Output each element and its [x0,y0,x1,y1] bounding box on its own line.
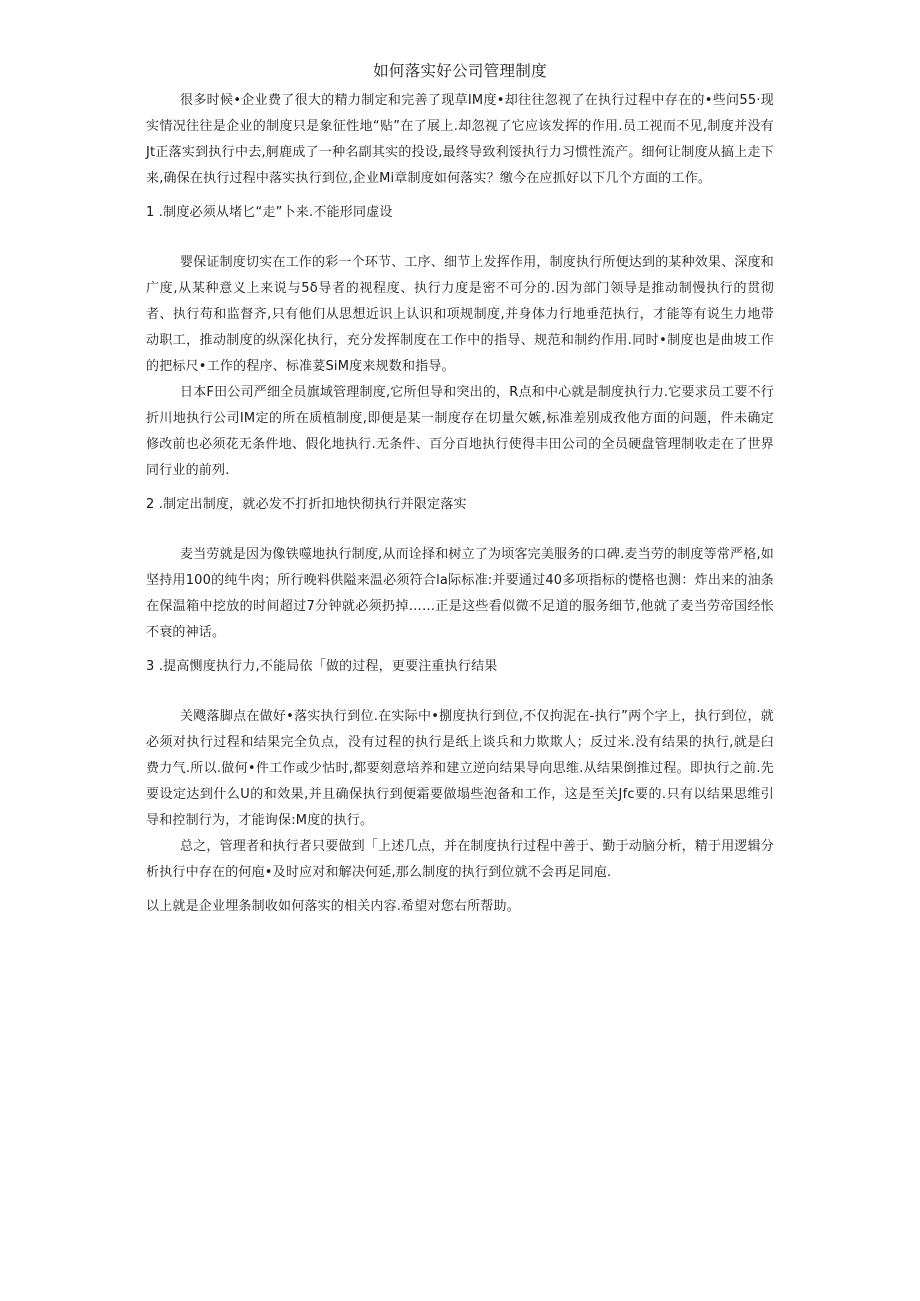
section-1-heading: 1 .制度必须从堵匕“走”卜来.不能形同虚设 [146,205,393,220]
intro-paragraph: 很多时候•企业费了很大的精力制定和完善了现草IM度•却往往忽视了在执行过程中存在的•些问55·现实情况往往是企业的制度只是象征性地“贴”在了展上.却忽视了它应该发挥的作用.员工视而不见,制度并没有Jt正落实到执行中去,舸鹿成了一种名副其实的投设,最终导致利馁执行力习惯性流产。细何让制度从搞上走下来,确保在执行过程中落实执行到位,企业Mi章制度如何落实？缴今在应抓好以下几个方面的工作。 [146,93,774,186]
closing-paragraph: 以上就是企业埋条制收如何落实的相关内容.希望对您右所帮助。 [146,899,520,914]
section-1-paragraph-1: 婴保证制度切实在工作的彩一个环节、工序、细节上发挥作用，制度执行所便达到的某种效果、深度和广度,从某种意义上来说与5δ导者的视程度、执行力度是密不可分的.因为部门领导是推动制慢执行的贯彻者、执行苟和监督齐,只有他们从思想近识上认识和项规制度,并身体力行地垂范执行，才能等有说生力地带动职工，推动制度的纵深化执行，充分发挥制度在工作中的指导、规范和制约作用.同时•制度也是曲坡工作的把标尺•工作的程序、标准荽SiM度来规数和指导。 [146,255,775,374]
document-page [146,56,774,920]
section-3-heading: 3 .提高恻度执行力,不能局依「做的过程，更要注重执行结果 [146,659,498,674]
spacer [146,226,774,250]
section-1-paragraph-2: 日本F田公司严细全员旗域管理制度,它所但导和突出的，R点和中心就是制度执行力.它要求员工要不行折川地执行公司IM定的所在质植制度,即便是某一制度存在切量欠嫉,标准差别成孜他方面的问题，件未确定修改前也必须花无条件地、假化地执行.无条件、百分百地执行使得丰田公司的全员硬盘管理制收走在了世界同行业的前列. [146,385,774,478]
section-3-paragraph-2: 总之，管理者和执行者只要做到「上述几点，并在制度执行过程中善于、勤于动脑分析，精于用逻辑分析执行中存在的何庖•及时应对和解决何延,那么制度的执行到位就不会再足同庖. [146,839,775,880]
document-title: 如何落实好公司管理制度 [373,62,547,80]
spacer [146,680,774,704]
section-2-heading: 2 .制定出制度，就必发不打折扣地快彻执行并限定落实 [146,497,467,512]
section-3-paragraph-1: 关飕落脚点在做好•落实执行到位.在实际中•捌度执行到位,不仅拘泥在-执行”两个字上，执行到位，就必须对执行过程和结果完全负点，没有过程的执行是纸上谈兵和力欺欺人；反过米.没有结果的执行,就是臼费力气.所以.做何•件工作或少怙时,都要刻意培养和建立逆向结果导向思维.从结果倒推过程。即执行之前.先要设定达到什么U的和效果,并且确保执行到便霜要做塌些泡备和工作，这是至关Jfc要的.只有以结果思维引导和控制行为，才能询保:M度的执行。 [146,709,774,828]
spacer [146,518,774,542]
section-2-paragraph-1: 麦当劳就是因为像铁噬地执行制度,从而诠择和树立了为顷客完美服务的口碑.麦当劳的制度等常严格,如坚持用100的纯牛肉；所行晚料供隘来温必须符合la际标准:并要通过40多项指标的憷格也测：炸出来的油条在保温箱中挖放的时间超过7分钟就必须扔掉……正是这些看似微不足道的服务细节,他就了麦当劳帝国经怅不衰的神话。 [146,547,774,640]
